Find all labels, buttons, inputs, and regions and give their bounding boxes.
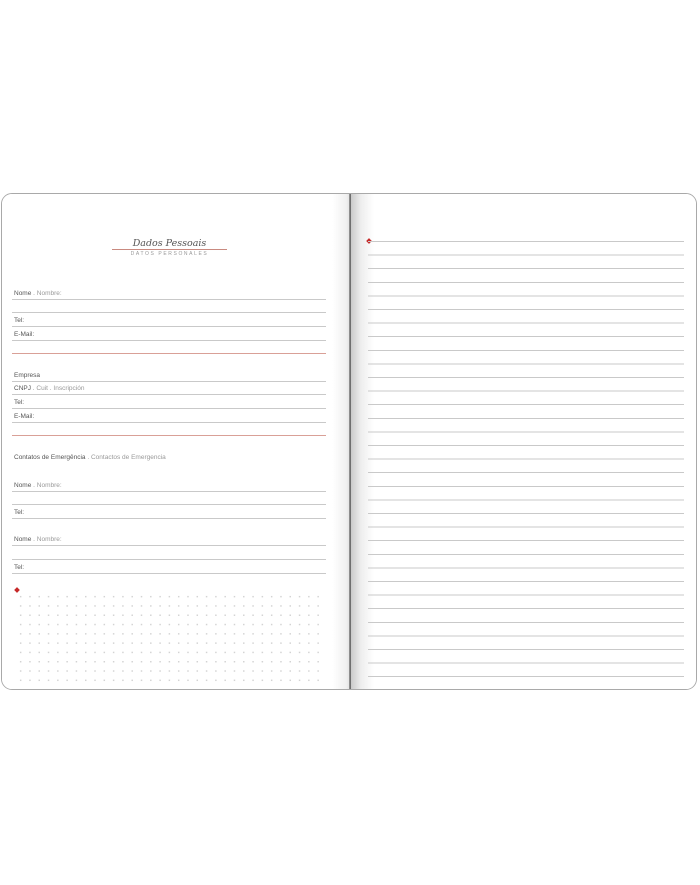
cnpj-field-label	[14, 385, 84, 392]
email-field-label: E-Mail:	[14, 331, 35, 338]
emergency-heading-label: Contatos de Emergência	[14, 454, 86, 461]
contact2-name-alt: Nombre:	[36, 536, 62, 543]
company-line[interactable]	[12, 381, 326, 382]
name-label-alt: Nombre:	[36, 290, 62, 297]
contact1-name-label: Nome	[14, 482, 32, 489]
tel-field-label: Tel:	[14, 317, 25, 324]
company-tel-field-label: Tel:	[14, 399, 25, 406]
name-label: Nome	[14, 290, 32, 297]
emergency-heading	[14, 454, 166, 461]
company-field-label: Empresa	[14, 372, 41, 379]
emergency-heading-alt: Contactos de Emergencia	[90, 454, 166, 461]
name-field-label	[14, 290, 62, 297]
contact1-name-line-2[interactable]	[12, 504, 326, 505]
contact1-tel-field-label: Tel:	[14, 509, 25, 516]
label-separator: .	[32, 385, 35, 392]
contact2-name-line-2[interactable]	[12, 559, 326, 560]
contact2-tel-field-label: Tel:	[14, 564, 25, 571]
cnpj-line[interactable]	[12, 394, 326, 395]
label-separator: .	[33, 290, 35, 297]
company-tel-line[interactable]	[12, 408, 326, 409]
company-email-field-label: E-Mail:	[14, 413, 35, 420]
tel-line[interactable]	[12, 326, 326, 327]
contact1-name-alt: Nombre:	[36, 482, 62, 489]
contact1-name-field-label	[14, 482, 62, 489]
contact2-name-line[interactable]	[12, 545, 326, 546]
page-subtitle: DATOS PERSONALES	[130, 251, 209, 257]
contact2-name-field-label	[14, 536, 62, 543]
contact1-name-line[interactable]	[12, 491, 326, 492]
page-title: Dados Pessoais	[132, 238, 207, 249]
dot-grid[interactable]	[16, 592, 326, 688]
cnpj-label-alt: Cuit . Inscripción	[36, 385, 85, 392]
section-divider	[12, 353, 326, 354]
name-line[interactable]	[12, 299, 326, 300]
contact2-name-label: Nome	[14, 536, 32, 543]
lined-writing-area[interactable]	[368, 241, 684, 690]
contact2-tel-line[interactable]	[12, 573, 326, 574]
email-line[interactable]	[12, 340, 326, 341]
company-email-line[interactable]	[12, 422, 326, 423]
label-separator: .	[87, 454, 90, 461]
label-separator: .	[33, 536, 35, 543]
title-underline	[112, 249, 227, 250]
open-notebook	[1, 193, 697, 690]
contact1-tel-line[interactable]	[12, 518, 326, 519]
label-separator: .	[33, 482, 35, 489]
left-page	[2, 194, 349, 689]
spine-shadow	[332, 194, 350, 689]
cnpj-label: CNPJ	[14, 385, 31, 392]
name-line-2[interactable]	[12, 312, 326, 313]
section-divider	[12, 435, 326, 436]
